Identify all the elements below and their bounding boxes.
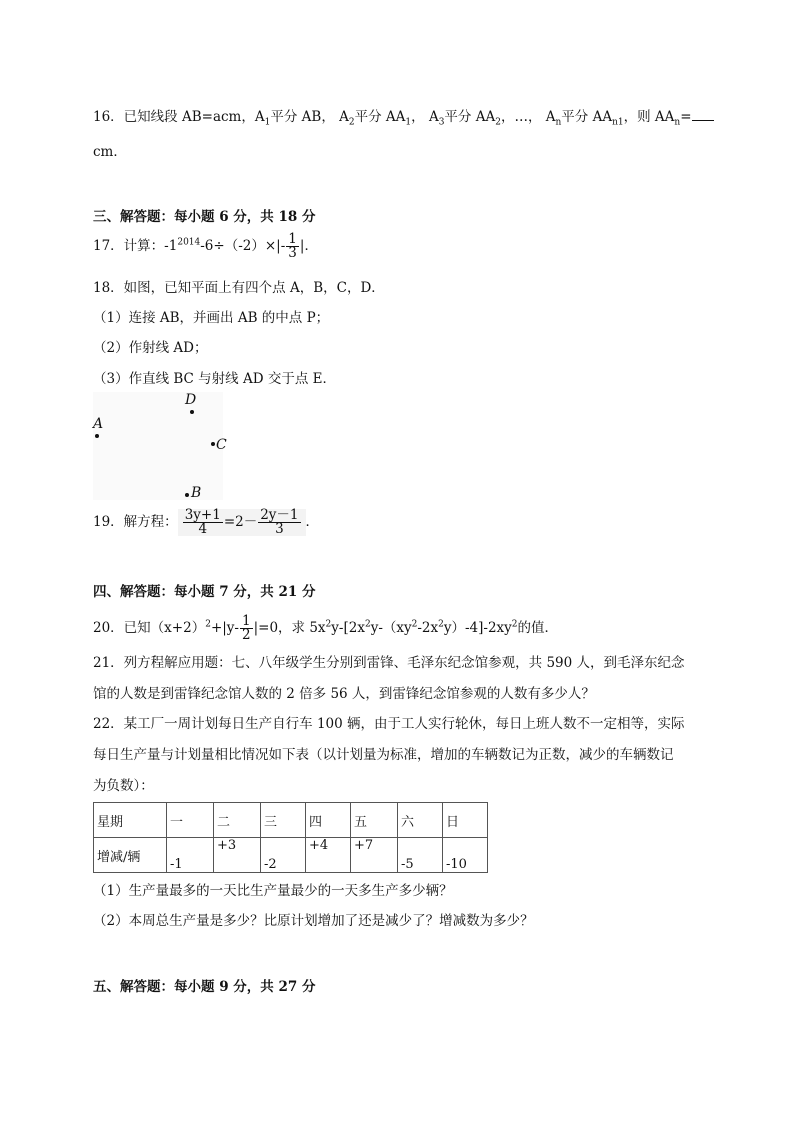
question-18-part3: （3）作直线 BC 与射线 AD 交于点 E． [93,371,336,387]
table-cell: -1 [167,838,214,873]
table-cell: 日 [443,803,488,838]
production-table [93,802,488,873]
table-cell: -10 [443,838,488,873]
table-cell: +3 [214,838,261,873]
question-18-part1: （1）连接 AB，并画出 AB 的中点 P； [93,310,330,326]
question-22-line1: 22．某工厂一周计划每日生产自行车 100 辆，由于工人实行轮休，每日上班人数不一定相等，实际 [93,716,685,732]
question-18-stem: 18．如图，已知平面上有四个点 A，B，C，D． [93,280,385,296]
table-cell: 二 [214,803,261,838]
fraction-one-third: $\frac{1}{3}$ [288,231,297,261]
answer-blank[interactable] [692,108,714,121]
question-20: 20．已知$(x+2)^2+|y-$ $\frac{1}{2}$ |=0，求 $5x^2y-[2x^2y-(xy^2-2x^2y)-4]-2xy^2$的值． [93,613,559,643]
table-cell: 五 [351,803,398,838]
table-cell: 增减/辆 [94,838,167,873]
point-d [190,410,194,414]
points-figure [93,392,227,501]
table-cell: 四 [306,803,351,838]
table-cell: -5 [398,838,443,873]
question-22-part2: （2）本周总生产量是多少？比原计划增加了还是减少了？增减数为多少？ [93,913,534,929]
equation: $\frac{3y+1}{4}$ =2－ $\frac{2y-1}{3}$ [178,509,306,536]
label-b: B [191,485,202,501]
question-16-line2: cm． [93,144,127,160]
table-cell: 三 [261,803,306,838]
point-c [211,442,215,446]
table-cell: 星期 [94,803,167,838]
table-cell: 一 [167,803,214,838]
question-21-line1: 21．列方程解应用题：七、八年级学生分别到雷锋、毛泽东纪念馆参观，共 590 人，到毛泽东纪念 [93,655,685,671]
question-22-part1: （1）生产量最多的一天比生产量最少的一天多生产多少辆？ [93,883,453,899]
section-5-heading: 五、解答题：每小题 9 分，共 27 分 [93,979,316,995]
table-cell: 六 [398,803,443,838]
section-3-heading: 三、解答题：每小题 6 分，共 18 分 [93,209,316,225]
point-b [185,493,189,497]
label-d: D [185,392,197,408]
question-18-part2: （2）作射线 AD； [93,340,208,356]
table-header-row [94,803,488,838]
label-a: A [93,416,104,432]
question-19: 19．解方程： $\frac{3y+1}{4}$ =2－ $\frac{2y-1}{3}$ ． [93,507,320,537]
table-cell: +4 [306,838,351,873]
question-17: 17．计算：$-1^{2014}-6\div(-2)\times|-$ $\frac{1}{3}$ |． [93,231,318,261]
table-cell: +7 [351,838,398,873]
question-16-line1: 16．已知线段 AB=acm，$A_1$平分 AB， $A_2$平分 $AA_1$， $A_3$平分 $AA_2$，…， $A_n$平分 $AA_{n1}$，则 $AA_n=$ [93,108,714,132]
question-22-line2: 每日生产量与计划量相比情况如下表（以计划量为标准，增加的车辆数记为正数，减少的车辆数记 [93,747,674,763]
fraction-one-half: $\frac{1}{2}$ [242,613,251,643]
section-4-heading: 四、解答题：每小题 7 分，共 21 分 [93,584,316,600]
question-21-line2: 馆的人数是到雷锋纪念馆人数的 2 倍多 56 人，到雷锋纪念馆参观的人数有多少人？ [93,686,595,702]
point-a [95,434,99,438]
table-cell: -2 [261,838,306,873]
table-row [94,838,488,873]
question-22-line3: 为负数）： [93,778,154,794]
label-c: C [216,437,227,453]
